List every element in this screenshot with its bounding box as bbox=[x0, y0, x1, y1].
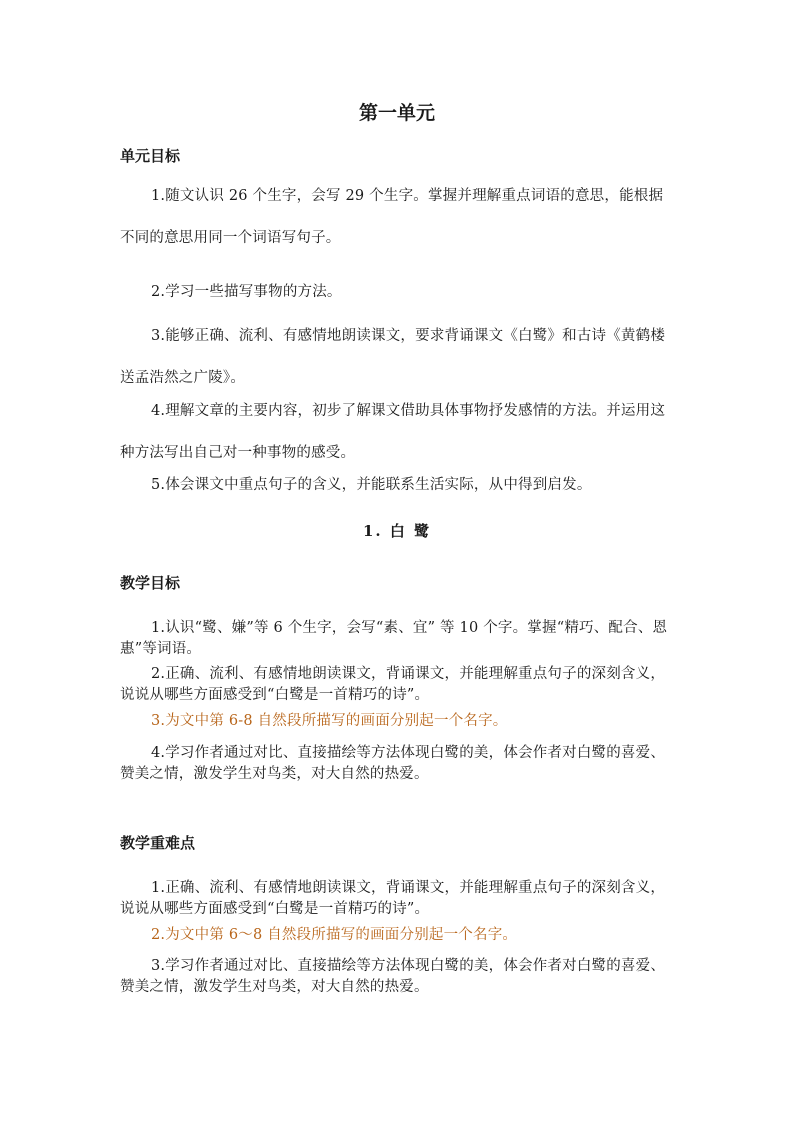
lesson-title: 1. 白 鹭 bbox=[362, 522, 432, 540]
teaching-goal-4: 4.学习作者通过对比、直接描绘等方法体现白鹭的美，体会作者对白鹭的喜爱、赞美之情，激发学生对鸟类，对大自然的热爱。 bbox=[120, 745, 666, 782]
teaching-goal-1: 1.认识“鹭、嫌”等 6 个生字，会写“素、宜” 等 10 个字。掌握“精巧、配合、恩惠”等词语。 bbox=[120, 620, 668, 657]
key-point-3: 3.学习作者通过对比、直接描绘等方法体现白鹭的美，体会作者对白鹭的喜爱、赞美之情，激发学生对鸟类，对大自然的热爱。 bbox=[120, 958, 666, 995]
unit-goals-heading: 单元目标 bbox=[120, 147, 181, 165]
key-points-heading: 教学重难点 bbox=[120, 834, 196, 852]
unit-goal-4: 4.理解文章的主要内容，初步了解课文借助具体事物抒发感情的方法。并运用这种方法写出自己对一种事物的感受。 bbox=[120, 403, 666, 461]
teaching-goal-2: 2.正确、流利、有感情地朗读课文，背诵课文，并能理解重点句子的深刻含义，说说从哪些方面感受到“白鹭是一首精巧的诗”。 bbox=[120, 666, 666, 703]
unit-goal-2: 2.学习一些描写事物的方法。 bbox=[151, 284, 342, 300]
unit-goal-1: 1.随文认识 26 个生字，会写 29 个生字。掌握并理解重点词语的意思，能根据不同的意思用同一个词语写句子。 bbox=[120, 188, 664, 246]
key-point-1: 1.正确、流利、有感情地朗读课文，背诵课文，并能理解重点句子的深刻含义，说说从哪些方面感受到“白鹭是一首精巧的诗”。 bbox=[120, 880, 666, 917]
unit-goal-5: 5.体会课文中重点句子的含义，并能联系生活实际，从中得到启发。 bbox=[151, 477, 592, 493]
teaching-goal-3: 3.为文中第 6-8 自然段所描写的画面分别起一个名字。 bbox=[151, 713, 508, 729]
unit-goal-3: 3.能够正确、流利、有感情地朗读课文，要求背诵课文《白鹭》和古诗《黄鹤楼送孟浩然之广陵》。 bbox=[120, 328, 666, 386]
teaching-goals-heading: 教学目标 bbox=[120, 574, 181, 592]
key-point-2: 2.为文中第 6～8 自然段所描写的画面分别起一个名字。 bbox=[151, 927, 518, 943]
unit-title: 第一单元 bbox=[358, 102, 435, 124]
